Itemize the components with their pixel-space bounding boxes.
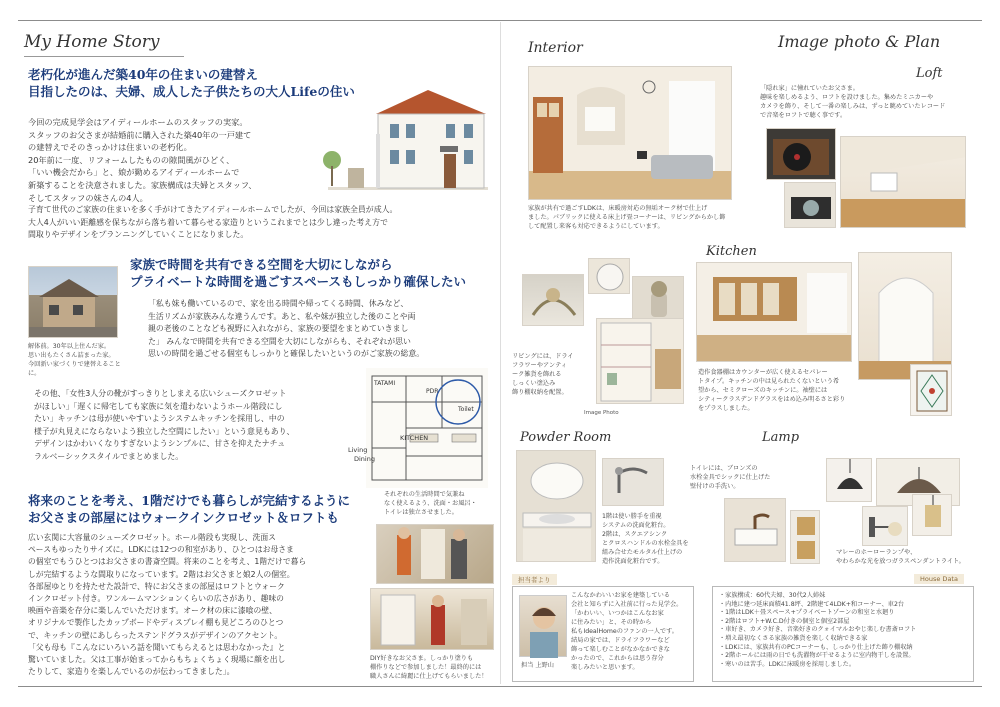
record-player-photo: [766, 128, 836, 180]
text-line: の建替えでそのきっかけは住まいの老朽化。: [28, 142, 192, 153]
text-line: 「私も妹も働いているので、家を出る時間や帰ってくる時間、休みなど、: [148, 299, 409, 308]
text-line: ラルベーシックスタイルでまとめました。: [34, 451, 184, 461]
plan-label-kitchen: KITCHEN: [400, 434, 429, 442]
caption-line: ーク雑貨を飾れる: [512, 371, 562, 378]
caption-line: 棚作りなどで参加しました！最終的には: [370, 664, 482, 671]
title-underline: [24, 56, 184, 57]
top-rule: [18, 20, 982, 21]
lamp-label: Lamp: [762, 430, 800, 445]
wall-bracket-lamp-photo: [862, 506, 908, 546]
text-line: 思いの時間を過ごせる個室もしっかりと確保したいというのがご家族の総意。: [148, 349, 425, 359]
toilet-caption: [690, 464, 800, 491]
house-data-tag: House Data: [914, 574, 964, 584]
message-line: 結局の家では、ドライフラワーなど: [571, 637, 670, 644]
house-data-item: ・2階はロフト+W.C.D付きの個室と個室2部屋: [719, 617, 850, 625]
caption-line: フラワーやアンティ: [512, 362, 567, 369]
kitchen-caption: [698, 368, 858, 413]
staff-tag: 担当者より: [512, 574, 557, 585]
staff-name: 担当 上野山: [521, 662, 554, 669]
caption-line: 職人さんに綺麗に仕上げてもらいました！: [370, 673, 488, 680]
message-line: 会社と知らずに入社前に行った見学会。: [571, 601, 683, 608]
text-line: たい」キッチンは母が使いやすいようシステムキッチンを採用し、中の: [34, 414, 285, 424]
section1-heading-line2: 目指したのは、夫婦、成人した子供たちの大人Lifeの住い: [28, 84, 355, 99]
house-data-item: ・内地に建つ延床面積41.8坪、2階建て4LDK+和コーナー、車2台: [719, 600, 905, 608]
caption-line: 造作洗面化粧台です。: [602, 558, 664, 565]
text-line: 「父も母も『こんなにいろいろ話を聞いてもらえるとは思わなかった』と: [28, 642, 286, 652]
house-data-item: ・増え最初なくさる家族の雑貨を楽しく収納できる家: [719, 634, 868, 642]
section2-quote1: [148, 298, 488, 361]
caption-line: 家族が共有で過ごすLDKは、床暖房対応の無垢オーク材で仕上げ: [528, 205, 708, 212]
diy-caption: [370, 654, 500, 681]
bottom-rule: [18, 686, 982, 687]
text-line: オリジナルで製作したカップボードやディスプレイ棚も見どころのひとつ: [28, 618, 284, 628]
caption-line: DIY好きなお父さま。しっかり塗りも: [370, 655, 474, 662]
text-line: 「いい機会だから」と、娘が勤めるアイディールホームで: [28, 167, 240, 178]
text-line: ペースもゆったりサイズに。LDKには12つの和室があり、ひとつはお母さま: [28, 545, 294, 555]
caption-line: 水栓金具でシックに仕上げた: [690, 474, 771, 481]
text-line: 映画や音楽を存分に楽しんでいただけます。オーク材の床に漆喰の壁、: [28, 606, 277, 616]
caption-line: トイレは独立させました。: [384, 509, 458, 516]
interior-living-photo: [528, 66, 732, 200]
text-line: そしてスタッフの妹さんの4人。: [28, 192, 148, 203]
message-line: 飾って楽しむことがなかなかできな: [571, 646, 670, 653]
old-house-caption: [28, 342, 128, 378]
plan-label-pdr: PDR: [426, 388, 439, 395]
diy-work-photo: [376, 524, 494, 584]
caption-line: 組み合せたモルタル仕上げの: [602, 549, 683, 556]
house-data-item: ・1階はLDK＋畳スペース+プライベートゾーンの和室と水廻り: [719, 609, 895, 617]
text-line: た」 みんなで時間を共有できる空間を大切にしながらも、それぞれが思い: [148, 336, 411, 346]
staff-box: [512, 586, 694, 682]
message-line: 私もIdealHomeのファンの一人です。: [571, 628, 678, 635]
old-house-photo: [28, 266, 118, 338]
text-line: 今回の完成見学会はアイディールホームのスタッフの実家。: [28, 117, 248, 127]
text-line: 様子が丸見えにならないよう独立した空間にしたい」という意見もあり、: [34, 426, 295, 436]
house-data-item: ・寒いのは苦手。LDKに床暖房を採用しました。: [719, 660, 856, 668]
house-illustration: [318, 84, 490, 194]
stained-glass-photo: [910, 364, 952, 416]
plan-label-living: Living: [348, 446, 368, 454]
house-data-box: [712, 586, 974, 682]
text-line: 大人4人がいい距離感を保ちながら落ち着いて暮らせる家造りというこれまでとは少し違った考え方で: [28, 217, 388, 227]
glass-pendant-photo: [912, 494, 952, 536]
caption-line: で音楽をロフトで聴く事です。: [760, 112, 847, 119]
interior-caption: [528, 204, 738, 231]
text-line: スタッフのお父さまが結婚前に購入された築40年の一戸建て: [28, 129, 252, 140]
text-line: で、キッチンの壁にあしらったステンドグラスがデザインのアクセント。: [28, 630, 283, 640]
caption-line: 壁付けの手洗い。: [690, 483, 740, 490]
message-line: こんなかわいいお家を建築している: [571, 592, 670, 599]
left-page-title: My Home Story: [24, 32, 160, 52]
text-line: 生活リズムが家族みんな違うんです。あと、私や妹が独立した後のことや両: [148, 311, 416, 321]
caption-line: 飾り棚収納を配置。: [512, 389, 568, 396]
text-line: 子育て世代のご家族の住まいを多く手がけてきたアイディールホームでしたが、今回は家族全員が成人。: [28, 205, 398, 214]
text-line: がほしい」「遅くに帰宅しても家族に気を遣わないようホール階段にし: [34, 401, 283, 411]
text-line: しが完結するような間取りになっています。2階はお父さまと娘2人の個室。: [28, 569, 295, 579]
lamp-caption: [836, 548, 966, 566]
kitchen-photo: [696, 262, 852, 362]
caption-line: 1階は使い勝手を重視: [602, 513, 662, 520]
toilet-sink-photo: [724, 498, 786, 562]
caption-line: をプラスしました。: [698, 405, 754, 412]
caption-line: して配置し来客も対応できるようにしています。: [528, 223, 664, 230]
caption-line: マレーのホーローランプや、: [836, 549, 917, 556]
text-line: デザインはかわいくなりすぎないようシンプルに、甘さを抑えたナチュ: [34, 439, 286, 449]
loft-caption: [760, 84, 970, 120]
caption-line: しっくい塗込み: [512, 380, 556, 387]
camera-photo: [784, 182, 836, 228]
kitchen-label: Kitchen: [706, 244, 757, 259]
section1-body-short: [28, 116, 328, 204]
caption-line: とクロスハンドルの水栓金具を: [602, 540, 689, 547]
faucet-photo: [602, 458, 664, 506]
text-line: 広い玄関に大容量のシューズクロゼット。ホール階段も実現し、洗面ス: [28, 533, 276, 542]
switch-plate-photo: [790, 510, 820, 564]
text-line: その他、「女性3人分の靴がすっきりとしまえる広いシューズクロゼット: [34, 389, 287, 398]
diy-paint-photo: [370, 588, 494, 650]
text-line: 新築することを決意されました。家族構成は夫婦とスタッフ、: [28, 179, 257, 190]
section1-heading-line1: 老朽化が進んだ築40年の住まいの建替え: [28, 67, 258, 82]
staff-message: [571, 591, 695, 672]
image-photo-label: Image Photo: [584, 410, 619, 416]
plan-label-toilet: Toilet: [458, 406, 474, 413]
powder-room-caption: [602, 512, 692, 566]
text-line: 驚いていました。父は工事が始まってからもちょくちょく現場に顔を出し: [28, 655, 286, 665]
caption-line: システムの洗面化粧台。: [602, 522, 670, 529]
text-line: 親の老後のことなども視野に入れながら、家族の要望をまとめていきまし: [148, 324, 409, 334]
arched-hallway-photo: [858, 252, 952, 380]
vase-photo: [632, 276, 684, 320]
caption-line: 思い出もたくさん詰まった家。: [28, 352, 115, 359]
staff-avatar: [519, 595, 567, 657]
section2-quote2: [34, 388, 369, 464]
text-line: 間取りやデザインをプランニングしていくことになりました。: [28, 230, 249, 240]
section3-heading-line2: お父さまの部屋にはウォークインクロゼット＆ロフトも: [28, 510, 339, 525]
text-line: たりして、家造りを楽しんでいるのが伝わってきました」。: [28, 667, 235, 677]
pendant-lamp-photo: [826, 458, 872, 502]
caption-line: トタイプ。キッチンの中は見られたくないという希: [698, 378, 840, 385]
caption-line: やわらかな光を放つガラスペンダントライト。: [836, 558, 965, 565]
section1-body-wide: [28, 204, 490, 242]
section3-heading-line1: 将来のことを考え、1階だけでも暮らしが完結するように: [28, 493, 350, 508]
house-data-item: ・家族構成：60代夫婦、30代2人姉妹: [719, 592, 826, 599]
caption-line: 2階は、スクエアシンク: [602, 531, 668, 538]
plate-photo: [588, 258, 630, 294]
plan-label-dining: Dining: [354, 455, 375, 463]
loft-label: Loft: [916, 66, 943, 81]
caption-line: 趣味を楽しめるよう、ロフトを設けました。集めたミニカーや: [760, 94, 934, 101]
powder-room-label: Powder Room: [520, 430, 612, 445]
section2-heading-line2: プライベートな時間を過ごすスペースもしっかり確保したい: [130, 274, 467, 289]
caption-line: それぞれの生活時間で気兼ね: [384, 491, 465, 498]
washbasin-photo: [516, 450, 596, 562]
caption-line: リビングには、ドライ: [512, 353, 574, 360]
plan-label-tatami: TATAMI: [374, 380, 396, 387]
text-line: 各部屋ゆとりを持たせた設計で、特にお父さまの部屋はロフトとウォーク: [28, 581, 285, 591]
loft-room-photo: [840, 136, 966, 228]
house-data-item: ・車好き、カメラ好き、音楽好きのクォイマルおやじ楽しむ書斎ロフト: [719, 626, 917, 634]
text-line: の個室でもうひとつはお父さまの書斎空間。将来のことを考え、1階だけで暮ら: [28, 557, 307, 567]
text-line: 20年前に一度、リフォームしたものの隙間風がひどく、: [28, 154, 235, 165]
image-photo-caption: [512, 352, 592, 397]
caption-line: カメラを飾り、そして一番の楽しみは、ずっと眺めていたレコード: [760, 103, 946, 110]
caption-line: ました。パブリックに使える床上げ畳コーナーは、リビングからかし飾: [528, 214, 726, 221]
house-data-item: ・LDKには、家族共有のPCコーナーも、しっかり仕上げた飾り棚収納: [719, 643, 913, 651]
display-shelf-photo: [596, 318, 684, 404]
right-page-title: Image photo & Plan: [778, 32, 941, 51]
dried-flower-photo: [522, 274, 584, 326]
caption-line: 造作食器棚はカウンターが広く使えるセパレー: [698, 369, 828, 376]
interior-label: Interior: [528, 40, 583, 56]
message-line: 楽しみたいと思います。: [571, 664, 639, 671]
message-line: 「かわいい、いつかはこんなお家: [571, 610, 664, 617]
floor-plan: [366, 368, 488, 488]
section3-body: [28, 532, 370, 678]
plan-caption: [384, 490, 494, 517]
message-line: かったので、これからは思う存分: [571, 655, 664, 662]
text-line: インクロゼット付き。ワンルームマンションくらいの広さがあり、趣味の: [28, 594, 284, 604]
house-data-item: ・2階ホールには雨の日でも洗濯物が干せるように室内物干しを設置。: [719, 652, 915, 660]
message-line: に住みたい」と、その時から: [571, 619, 652, 626]
caption-line: なく使えるよう、洗面・お風呂・: [384, 500, 477, 507]
caption-line: 解体前。30年以上住んだ家。: [28, 343, 111, 350]
caption-line: 望から、セミクローズのキッチンに。袖壁には: [698, 387, 828, 394]
section2-heading-line1: 家族で時間を共有できる空間を大切にしながら: [130, 257, 393, 272]
caption-line: シティークラスデンドグラスをはめ込み明るさと彩り: [698, 396, 846, 403]
caption-line: トイレには、ブロンズの: [690, 465, 758, 472]
center-gutter: [500, 22, 501, 684]
caption-line: 「隠れ家」に憧れていたお父さま。: [760, 85, 859, 92]
caption-line: 今回新い家づくりで建替えることに。: [28, 361, 121, 377]
